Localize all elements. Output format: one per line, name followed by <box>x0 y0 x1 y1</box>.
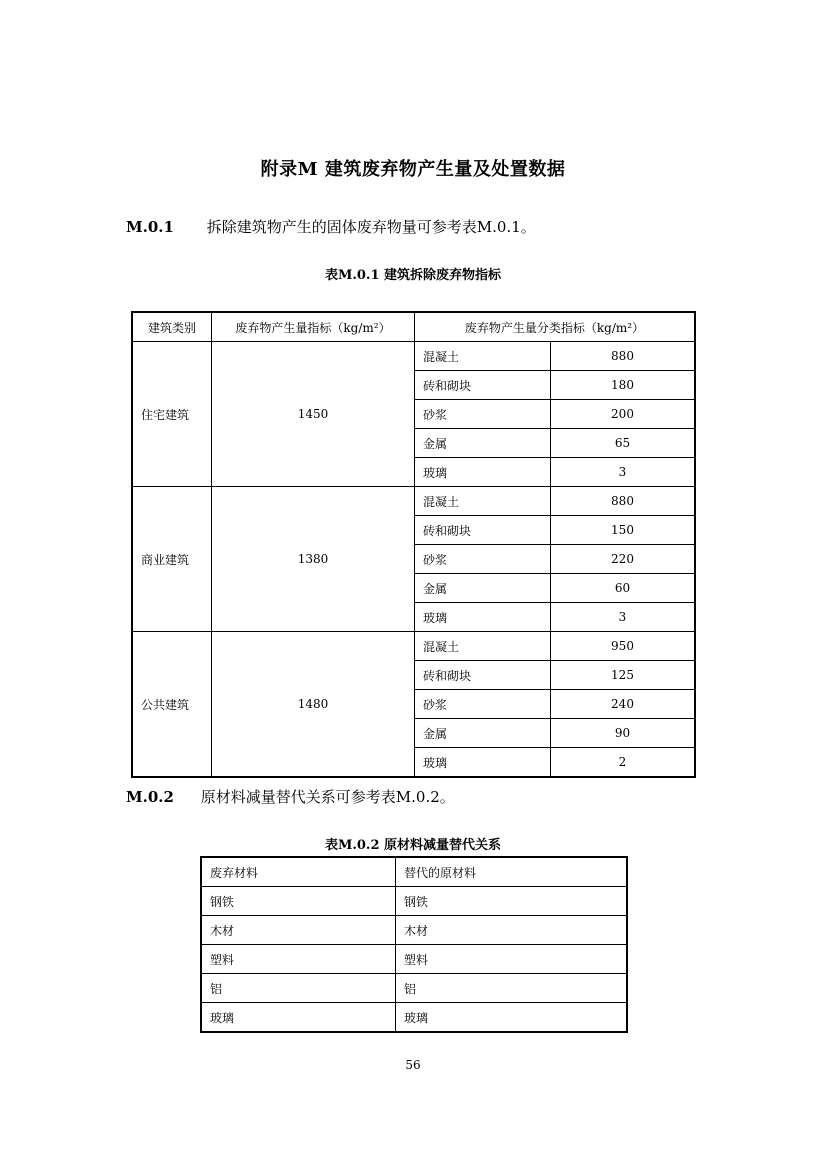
category-cell: 公共建筑 <box>132 632 212 778</box>
header-cell: 废弃材料 <box>201 857 396 887</box>
material-cell: 混凝土 <box>415 342 551 371</box>
table-header-row <box>132 312 695 342</box>
material-cell: 砖和砌块 <box>415 371 551 400</box>
clause-text: 原材料减量替代关系可参考表M.0.2。 <box>200 788 455 806</box>
waste-material-cell: 塑料 <box>201 945 396 974</box>
clause-text: 拆除建筑物产生的固体废弃物量可参考表M.0.1。 <box>206 218 536 236</box>
material-cell: 玻璃 <box>415 748 551 778</box>
material-cell: 砖和砌块 <box>415 661 551 690</box>
table-row <box>201 974 627 1003</box>
demolition-waste-table <box>131 311 696 778</box>
paragraph-m02 <box>126 786 455 807</box>
replacement-material-cell: 铝 <box>396 974 628 1003</box>
page-title: 附录M 建筑废弃物产生量及处置数据 <box>260 159 566 180</box>
header-cell: 建筑类别 <box>132 312 212 342</box>
table-header-row <box>201 857 627 887</box>
replacement-material-cell: 玻璃 <box>396 1003 628 1033</box>
value-cell: 240 <box>551 690 696 719</box>
table-row <box>132 632 695 661</box>
total-cell: 1480 <box>212 632 415 778</box>
material-cell: 砖和砌块 <box>415 516 551 545</box>
table-row <box>201 945 627 974</box>
category-cell: 商业建筑 <box>132 487 212 632</box>
value-cell: 880 <box>551 342 696 371</box>
value-cell: 200 <box>551 400 696 429</box>
category-cell: 住宅建筑 <box>132 342 212 487</box>
material-cell: 砂浆 <box>415 545 551 574</box>
material-cell: 砂浆 <box>415 400 551 429</box>
value-cell: 3 <box>551 603 696 632</box>
table-row <box>132 487 695 516</box>
clause-number: M.0.2 <box>126 788 174 806</box>
waste-material-cell: 铝 <box>201 974 396 1003</box>
material-cell: 金属 <box>415 719 551 748</box>
table2-caption: 表M.0.2 原材料减量替代关系 <box>324 838 502 853</box>
value-cell: 180 <box>551 371 696 400</box>
value-cell: 150 <box>551 516 696 545</box>
table-row <box>201 1003 627 1033</box>
value-cell: 125 <box>551 661 696 690</box>
value-cell: 880 <box>551 487 696 516</box>
material-cell: 金属 <box>415 574 551 603</box>
value-cell: 950 <box>551 632 696 661</box>
replacement-material-cell: 塑料 <box>396 945 628 974</box>
page-number: 56 <box>405 1058 421 1072</box>
value-cell: 65 <box>551 429 696 458</box>
waste-material-cell: 玻璃 <box>201 1003 396 1033</box>
total-cell: 1450 <box>212 342 415 487</box>
table1-caption: 表M.0.1 建筑拆除废弃物指标 <box>324 268 502 283</box>
material-cell: 玻璃 <box>415 458 551 487</box>
value-cell: 220 <box>551 545 696 574</box>
value-cell: 3 <box>551 458 696 487</box>
table-row <box>201 887 627 916</box>
value-cell: 60 <box>551 574 696 603</box>
total-cell: 1380 <box>212 487 415 632</box>
waste-material-cell: 木材 <box>201 916 396 945</box>
value-cell: 90 <box>551 719 696 748</box>
material-cell: 混凝土 <box>415 632 551 661</box>
paragraph-m01 <box>126 216 536 237</box>
header-cell: 替代的原材料 <box>396 857 628 887</box>
material-cell: 砂浆 <box>415 690 551 719</box>
material-cell: 玻璃 <box>415 603 551 632</box>
clause-number: M.0.1 <box>126 218 174 236</box>
material-cell: 金属 <box>415 429 551 458</box>
value-cell: 2 <box>551 748 696 778</box>
table-row <box>201 916 627 945</box>
material-substitution-table <box>200 856 628 1033</box>
header-cell: 废弃物产生量指标（kg/m²） <box>212 312 415 342</box>
replacement-material-cell: 钢铁 <box>396 887 628 916</box>
replacement-material-cell: 木材 <box>396 916 628 945</box>
table-row <box>132 342 695 371</box>
material-cell: 混凝土 <box>415 487 551 516</box>
waste-material-cell: 钢铁 <box>201 887 396 916</box>
header-cell: 废弃物产生量分类指标（kg/m²） <box>415 312 696 342</box>
